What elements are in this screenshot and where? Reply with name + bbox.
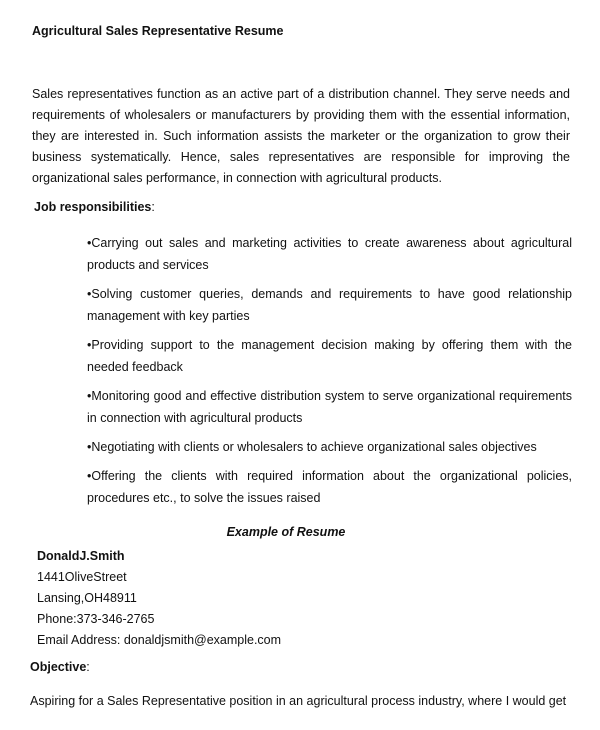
contact-name: DonaldJ.Smith — [37, 549, 125, 563]
responsibilities-heading — [34, 200, 155, 214]
contact-phone: Phone:373-346-2765 — [37, 612, 155, 626]
example-title: Example of Resume — [226, 525, 346, 539]
objective-text: Aspiring for a Sales Representative position in an agricultural process industry, where I would get — [30, 694, 567, 708]
responsibilities-heading-label: Job responsibilities — [34, 200, 152, 214]
responsibilities-heading-colon: : — [151, 200, 155, 214]
document-title: Agricultural Sales Representative Resume — [32, 24, 284, 38]
list-item: •Solving customer queries, demands and requirements to have good relationship management with key parties — [87, 287, 572, 323]
list-item: •Providing support to the management decision making by offering them with the needed feedback — [87, 338, 572, 374]
contact-city: Lansing,OH48911 — [37, 591, 137, 605]
intro-paragraph: Sales representatives function as an active part of a distribution channel. They serve needs and requirements of wholesalers or manufacturers by providing them with the essential information, they are interested in. Such information assists the marketer or the organization to grow their business systematically. Hence, sales representatives are responsible for improving the organizational sales performance, in connection with agricultural products. — [32, 87, 570, 185]
list-item: •Negotiating with clients or wholesalers to achieve organizational sales objectives — [87, 440, 537, 454]
contact-block — [37, 546, 281, 651]
list-item: •Offering the clients with required information about the organizational policies, procedures etc., to solve the issues raised — [87, 469, 572, 505]
objective-heading-colon: : — [86, 660, 90, 674]
objective-heading — [30, 660, 90, 674]
contact-street: 1441OliveStreet — [37, 570, 127, 584]
responsibilities-list — [87, 232, 572, 516]
contact-email: Email Address: donaldjsmith@example.com — [37, 633, 282, 647]
list-item: •Monitoring good and effective distribution system to serve organizational requirements in connection with agricultural products — [87, 389, 572, 425]
objective-heading-label: Objective — [30, 660, 87, 674]
list-item: •Carrying out sales and marketing activities to create awareness about agricultural products and services — [87, 236, 572, 272]
